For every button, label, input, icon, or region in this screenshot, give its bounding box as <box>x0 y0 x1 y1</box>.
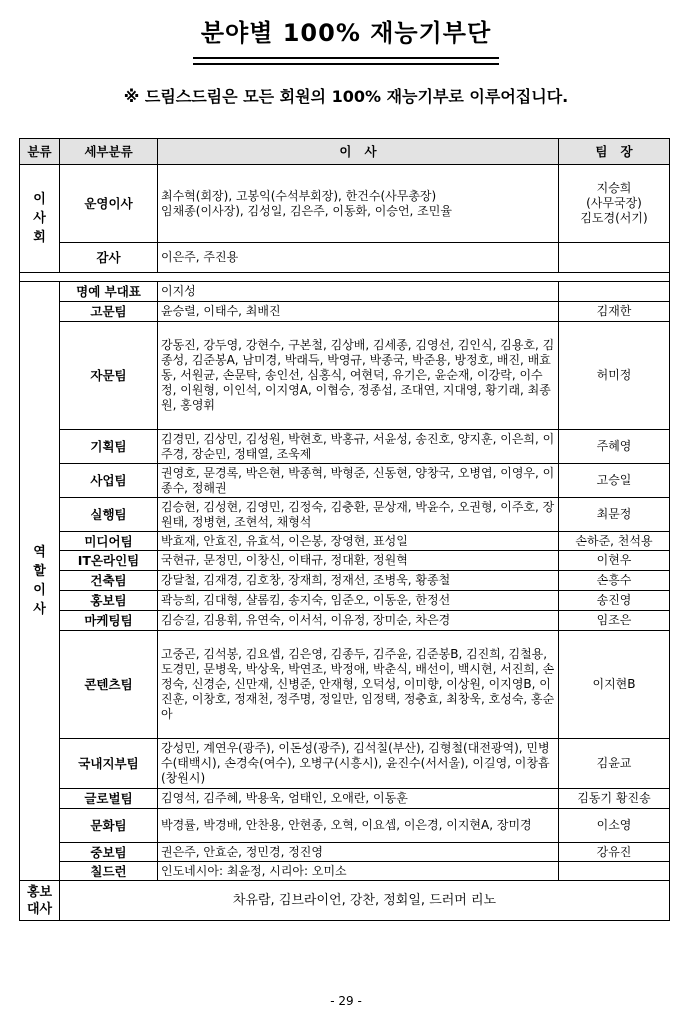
role-leader <box>559 282 670 302</box>
role-row <box>20 498 670 532</box>
role-row <box>20 611 670 631</box>
role-leader: 강유진 <box>559 843 670 862</box>
page-title: 분야별 100% 재능기부단 <box>200 19 492 47</box>
role-subcategory: 미디어팀 <box>60 532 158 551</box>
role-leader: 이현우 <box>559 551 670 571</box>
role-row <box>20 862 670 881</box>
role-subcategory: 국내지부팀 <box>60 739 158 789</box>
role-members: 강성민, 계연우(광주), 이돈성(광주), 김석칠(부산), 김형철(대전광역), 민병수(태백시), 손경숙(여수), 오병구(시흥시), 윤진수(서서울), 이길영, 이창흡(창원시) <box>158 739 559 789</box>
header-subcategory: 세부분류 <box>60 139 158 165</box>
role-subcategory: IT온라인팀 <box>60 551 158 571</box>
section-gap <box>20 273 670 282</box>
role-leader: 송진영 <box>559 591 670 611</box>
board-subcategory: 감사 <box>60 243 158 273</box>
role-members: 강달철, 김재경, 김호창, 장재희, 정재선, 조병욱, 황종철 <box>158 571 559 591</box>
ambassador-category: 홍보 대사 <box>20 881 60 921</box>
role-subcategory: 콘텐츠팀 <box>60 631 158 739</box>
role-subcategory: 고문팀 <box>60 302 158 322</box>
role-members: 박효재, 안효진, 유효석, 이은봉, 장영현, 표성일 <box>158 532 559 551</box>
role-leader <box>559 862 670 881</box>
role-subcategory: 마케팅팀 <box>60 611 158 631</box>
role-subcategory: 명예 부대표 <box>60 282 158 302</box>
role-members: 김승현, 김성현, 김영민, 김정숙, 김충환, 문상재, 박윤수, 오권형, 이주호, 장원태, 정병현, 조현석, 채형석 <box>158 498 559 532</box>
role-members: 인도네시아: 최윤정, 시리아: 오미소 <box>158 862 559 881</box>
role-subcategory: 칠드런 <box>60 862 158 881</box>
role-row <box>20 302 670 322</box>
role-subcategory: 글로벌팀 <box>60 789 158 809</box>
role-leader: 이소영 <box>559 809 670 843</box>
board-category: 이 사 회 <box>20 165 60 273</box>
role-members: 김영석, 김주혜, 박용욱, 엄태인, 오애란, 이동훈 <box>158 789 559 809</box>
board-subcategory: 운영이사 <box>60 165 158 243</box>
role-leader: 손흥수 <box>559 571 670 591</box>
board-row <box>20 165 670 243</box>
role-members: 고중곤, 김석봉, 김요셉, 김은영, 김종두, 김주윤, 김준봉B, 김진희, 김철용, 도경민, 문병욱, 박상욱, 박연조, 박정애, 박춘식, 배선이, 백시현, 서진희, 손정숙, 신경순, 신만재, 신병준, 안재형, 오덕성, 이미향, 이상원, 이지영B, 이진훈, 이창호, 정재천, 정주명, 정일만, 임정택, 정충효, 최창욱, 호성숙, 홍순아 <box>158 631 559 739</box>
role-subcategory: 문화팀 <box>60 809 158 843</box>
role-row <box>20 322 670 430</box>
board-leader <box>559 243 670 273</box>
role-row <box>20 809 670 843</box>
board-members: 이은주, 주진용 <box>158 243 559 273</box>
role-leader: 이지현B <box>559 631 670 739</box>
role-leader: 최문정 <box>559 498 670 532</box>
ambassador-row <box>20 881 670 921</box>
role-members: 김경민, 김상민, 김성원, 박현호, 박홍규, 서윤성, 송진호, 양지훈, 이은희, 이주경, 장순민, 정태열, 조욱제 <box>158 430 559 464</box>
role-row <box>20 739 670 789</box>
role-subcategory: 실행팀 <box>60 498 158 532</box>
table-header-row <box>20 139 670 165</box>
role-leader: 김윤교 <box>559 739 670 789</box>
role-row <box>20 282 670 302</box>
ambassador-section <box>20 881 670 921</box>
role-row <box>20 430 670 464</box>
role-subcategory: 사업팀 <box>60 464 158 498</box>
role-members: 강동진, 강두영, 강현수, 구본철, 김상배, 김세종, 김영선, 김인식, 김용호, 김종성, 김준봉A, 남미경, 박래득, 박영규, 박종국, 박준용, 방정호, 배진, 배효동, 서원균, 손문탁, 송인선, 심홍식, 여현덕, 유기은, 윤순재, 이강락, 이수정, 이원형, 이인석, 이지영A, 이협승, 정종섭, 조대연, 지대영, 황기래, 최종원, 홍영휘 <box>158 322 559 430</box>
board-members: 최수혁(회장), 고봉익(수석부회장), 한건수(사무총장) 임채종(이사장), 김성일, 김은주, 이동화, 이승언, 조민율 <box>158 165 559 243</box>
role-row <box>20 532 670 551</box>
role-subcategory: 건축팀 <box>60 571 158 591</box>
role-members: 국현규, 문정민, 이창신, 이태규, 정대환, 정원혁 <box>158 551 559 571</box>
role-row <box>20 571 670 591</box>
board-leader: 지승희 (사무국장) 김도경(서기) <box>559 165 670 243</box>
role-row <box>20 631 670 739</box>
header-category: 분류 <box>20 139 60 165</box>
role-members: 김승길, 김용휘, 유연숙, 이서석, 이유정, 장미순, 차은경 <box>158 611 559 631</box>
role-members: 박경률, 박경배, 안찬용, 안현종, 오혁, 이요셉, 이은경, 이지현A, 장미경 <box>158 809 559 843</box>
role-subcategory: 기획팀 <box>60 430 158 464</box>
role-members: 곽능희, 김대형, 샬롬킴, 송지숙, 임준오, 이동운, 한정선 <box>158 591 559 611</box>
role-leader: 고승일 <box>559 464 670 498</box>
role-row <box>20 551 670 571</box>
role-leader: 임조은 <box>559 611 670 631</box>
page-number: - 29 - <box>330 994 362 1008</box>
role-members: 이지성 <box>158 282 559 302</box>
role-category: 역 할 이 사 <box>20 282 60 881</box>
header-members: 이 사 <box>158 139 559 165</box>
role-leader: 주혜영 <box>559 430 670 464</box>
board-section <box>20 165 670 273</box>
role-row <box>20 591 670 611</box>
role-leader: 허미정 <box>559 322 670 430</box>
ambassador-members: 차유람, 김브라이언, 강찬, 정회일, 드러머 리노 <box>60 881 670 921</box>
role-leader: 김동기 황진송 <box>559 789 670 809</box>
role-row <box>20 789 670 809</box>
header-leader: 팀 장 <box>559 139 670 165</box>
role-row <box>20 464 670 498</box>
board-row <box>20 243 670 273</box>
role-members: 권영호, 문경록, 박은현, 박종혁, 박형준, 신동현, 양창국, 오병엽, 이영우, 이종수, 정해권 <box>158 464 559 498</box>
notice-text: ※ 드림스드림은 모든 회원의 100% 재능기부로 이루어집니다. <box>123 87 569 106</box>
role-leader: 김재한 <box>559 302 670 322</box>
role-subcategory: 자문팀 <box>60 322 158 430</box>
role-subcategory: 중보팀 <box>60 843 158 862</box>
role-members: 윤승렬, 이태수, 최배진 <box>158 302 559 322</box>
role-members: 권은주, 안효순, 정민경, 정진영 <box>158 843 559 862</box>
roster-table <box>19 138 670 921</box>
role-subcategory: 홍보팀 <box>60 591 158 611</box>
roles-section <box>20 282 670 881</box>
role-leader: 손하준, 천석용 <box>559 532 670 551</box>
role-row <box>20 843 670 862</box>
title-underline <box>193 57 499 65</box>
